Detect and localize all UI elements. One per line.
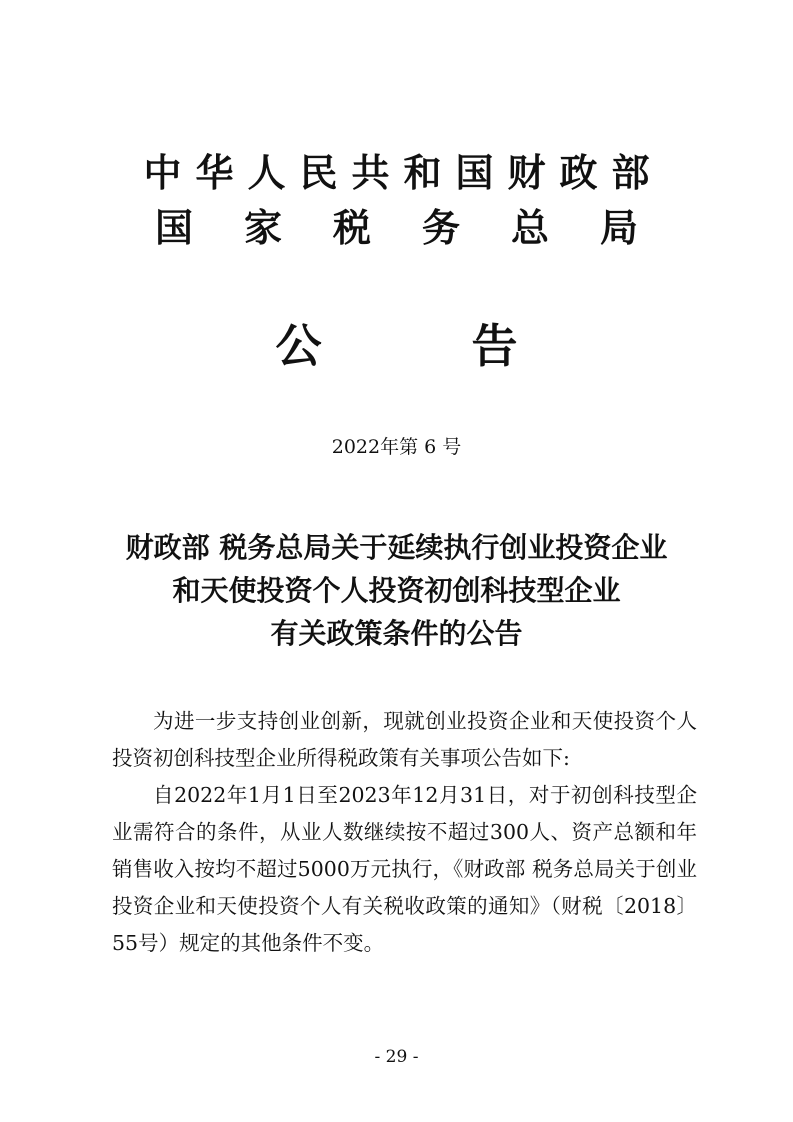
document-body bbox=[112, 703, 697, 962]
body-paragraph-2: 自2022年1月1日至2023年12月31日，对于初创科技型企业需符合的条件，从业人数继续按不超过300人、资产总额和年销售收入按均不超过5000万元执行，《财政部 税务总局关于创业投资企业和天使投资个人有关税收政策的通知》（财税〔2018〕55号）规定的其他条件不变。 bbox=[112, 783, 697, 955]
title-line-1: 财政部 税务总局关于延续执行创业投资企业 bbox=[125, 531, 668, 564]
issuer-line-1: 中华人民共和国财政部 bbox=[143, 151, 664, 195]
page-number: - 29 - bbox=[374, 1047, 419, 1067]
title-line-3: 有关政策条件的公告 bbox=[270, 617, 523, 650]
title-line-2: 和天使投资个人投资初创科技型企业 bbox=[172, 574, 621, 607]
document-title bbox=[0, 526, 793, 655]
document-type-heading: 公告 bbox=[275, 319, 668, 373]
issuer-line-2: 国家税务总局 bbox=[154, 206, 689, 250]
body-paragraph-1: 为进一步支持创业创新，现就创业投资企业和天使投资个人投资初创科技型企业所得税政策有关事项公告如下: bbox=[112, 709, 697, 770]
document-number: 2022年第 6 号 bbox=[331, 436, 462, 458]
